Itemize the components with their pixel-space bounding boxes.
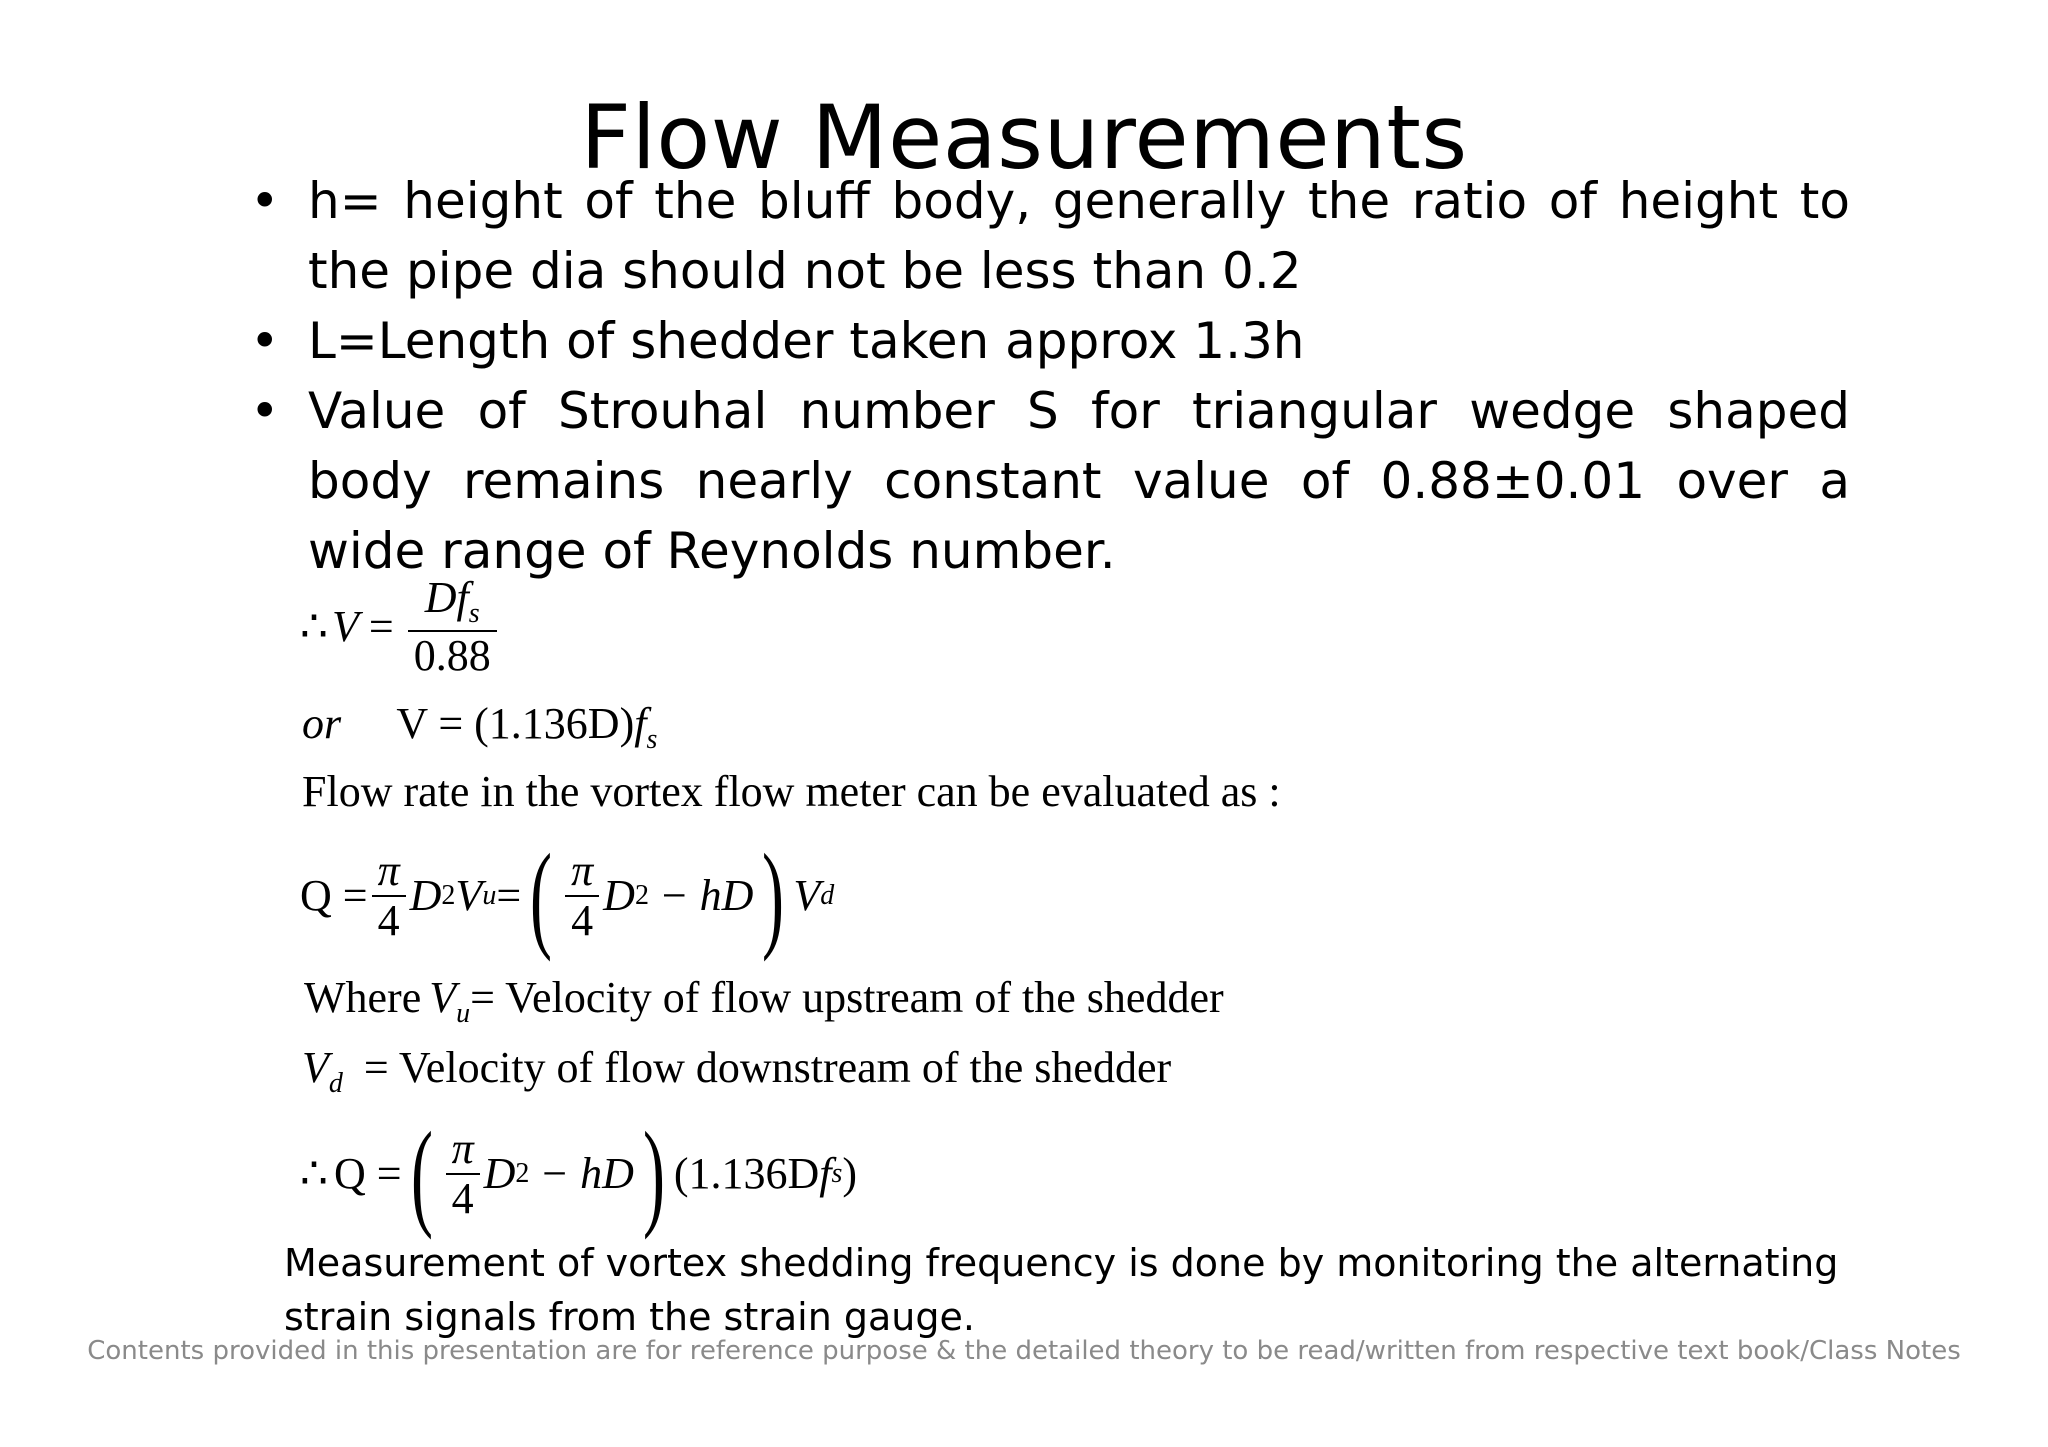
bullet-text: h= height of the bluff body, generally the ratio of height to the pipe dia should not be less than 0.2 — [308, 172, 1850, 300]
eq2-f: f — [634, 699, 647, 748]
bullet-text: Value of Strouhal number S for triangular wedge shaped body remains nearly constant value of 0.88±0.01 over a wide range of Reynolds number. — [308, 382, 1850, 580]
bullet-text: L=Length of shedder taken approx 1.3h — [308, 312, 1305, 370]
bullet-list — [250, 166, 1850, 586]
eq-equals: = — [368, 602, 394, 651]
bullet-dot: • — [250, 172, 280, 230]
eq2-text: V = (1.136D) — [396, 699, 635, 748]
definition-vu: Where $V_u=$ Velocity of flow upstream of the shedder — [304, 973, 1224, 1029]
fraction — [408, 573, 497, 680]
fraction-pi-4: $\frac{\pi}{4}$ — [372, 849, 406, 943]
bullet-item — [250, 376, 1850, 586]
footer-disclaimer: Contents provided in this presentation are for reference purpose & the detailed theory to be read/written from respective text book/Class Notes — [87, 1336, 1961, 1366]
fraction-denominator: 0.88 — [413, 631, 491, 680]
bullet-dot: • — [250, 382, 280, 440]
flow-rate-text: Flow rate in the vortex flow meter can be evaluated as : — [302, 767, 1281, 816]
eq-lhs: V — [332, 602, 359, 651]
right-paren: ) — [762, 829, 785, 962]
left-paren: ( — [530, 829, 553, 962]
equation-flow-rate-final: ∴ Q = ( $\frac{\pi}{4}$ D 2 − hD ) (1.136D f s ) — [300, 1107, 858, 1240]
definition-vd: $V_d$ = Velocity of flow downstream of the shedder — [302, 1043, 1172, 1099]
equation-velocity-alt — [302, 699, 658, 755]
fraction-numerator: $Df_s$ — [408, 576, 497, 632]
equation-velocity — [300, 573, 501, 680]
eq3-lhs: Q = — [300, 871, 368, 920]
right-paren: ) — [642, 1107, 665, 1240]
bullet-dot: • — [250, 312, 280, 370]
therefore-symbol: ∴ — [300, 602, 328, 651]
measurement-text: Measurement of vortex shedding frequency is done by monitoring the alternating strain signals from the strain gauge. — [284, 1241, 1839, 1339]
fraction-pi-4: $\frac{\pi}{4}$ — [565, 849, 599, 943]
eq2-f-sub: s — [646, 724, 658, 755]
slide-title: Flow Measurements — [580, 86, 1468, 189]
fraction-pi-4: $\frac{\pi}{4}$ — [446, 1127, 480, 1221]
equation-flow-rate: Q = $\frac{\pi}{4}$ D 2 V u = ( $\frac{\pi}{4}$ D 2 − hD ) V d — [300, 829, 835, 962]
left-paren: ( — [410, 1107, 433, 1240]
bullet-item — [250, 306, 1850, 376]
bullet-item — [250, 166, 1850, 306]
or-label: or — [302, 699, 342, 748]
